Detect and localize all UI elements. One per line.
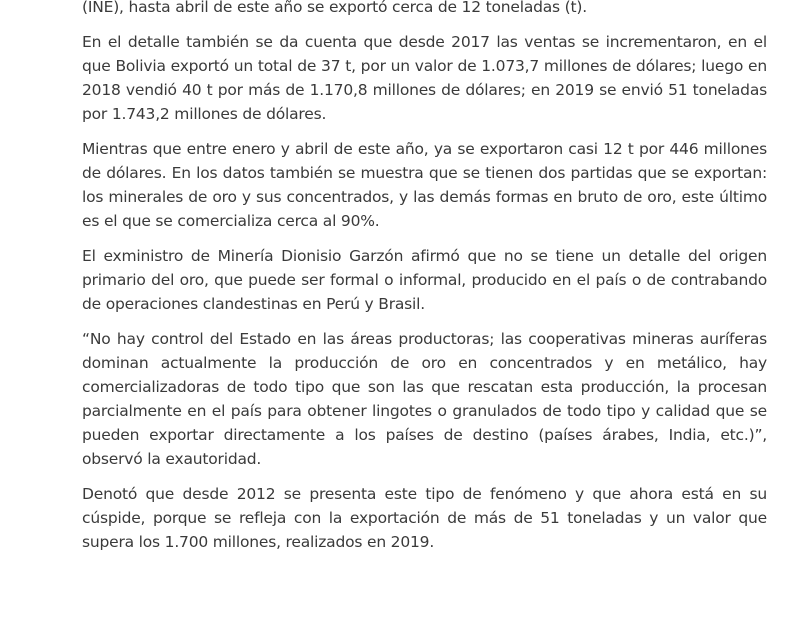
paragraph-sales-increase: En el detalle también se da cuenta que desde 2017 las ventas se incrementaron, en el que Bolivia exportó un total de 37 t, por un valor de 1.073,7 millones de dólares; luego en 2018 vendió 40 t por más de 1.170,8 millones de dólares; en 2019 se envió 51 toneladas por 1.743,2 millones de dólares. — [82, 33, 767, 123]
paragraph-jan-apr-exports: Mientras que entre enero y abril de este año, ya se exportaron casi 12 t por 446 millones de dólares. En los datos también se muestra que se tienen dos partidas que se exportan: los minerales de oro y sus concentrados, y las demás formas en bruto de oro, este último es el que se comercializa cerca al 90%. — [82, 140, 767, 230]
paragraph-ine-export: (INE), hasta abril de este año se exportó cerca de 12 toneladas (t). — [82, 0, 587, 16]
paragraph-former-minister: El exministro de Minería Dionisio Garzón afirmó que no se tiene un detalle del origen primario del oro, que puede ser formal o informal, producido en el país o de contrabando de operaciones clandestinas en Perú y Brasil. — [82, 247, 767, 313]
paragraph-conclusion: Denotó que desde 2012 se presenta este tipo de fenómeno y que ahora está en su cúspide, porque se refleja con la exportación de más de 51 toneladas y un valor que supera los 1.700 millones, realizados en 2019. — [82, 485, 767, 551]
paragraph-quote: “No hay control del Estado en las áreas productoras; las cooperativas mineras auríferas dominan actualmente la producción de oro en concentrados y en metálico, hay comercializadoras de todo tipo que son las que rescatan esta producción, la procesan parcialmente en el país para obtener lingotes o granulados de todo tipo y calidad que se pueden exportar directamente a los países de destino (países árabes, India, etc.)”, observó la exautoridad. — [82, 330, 767, 468]
article-body — [82, 0, 767, 565]
